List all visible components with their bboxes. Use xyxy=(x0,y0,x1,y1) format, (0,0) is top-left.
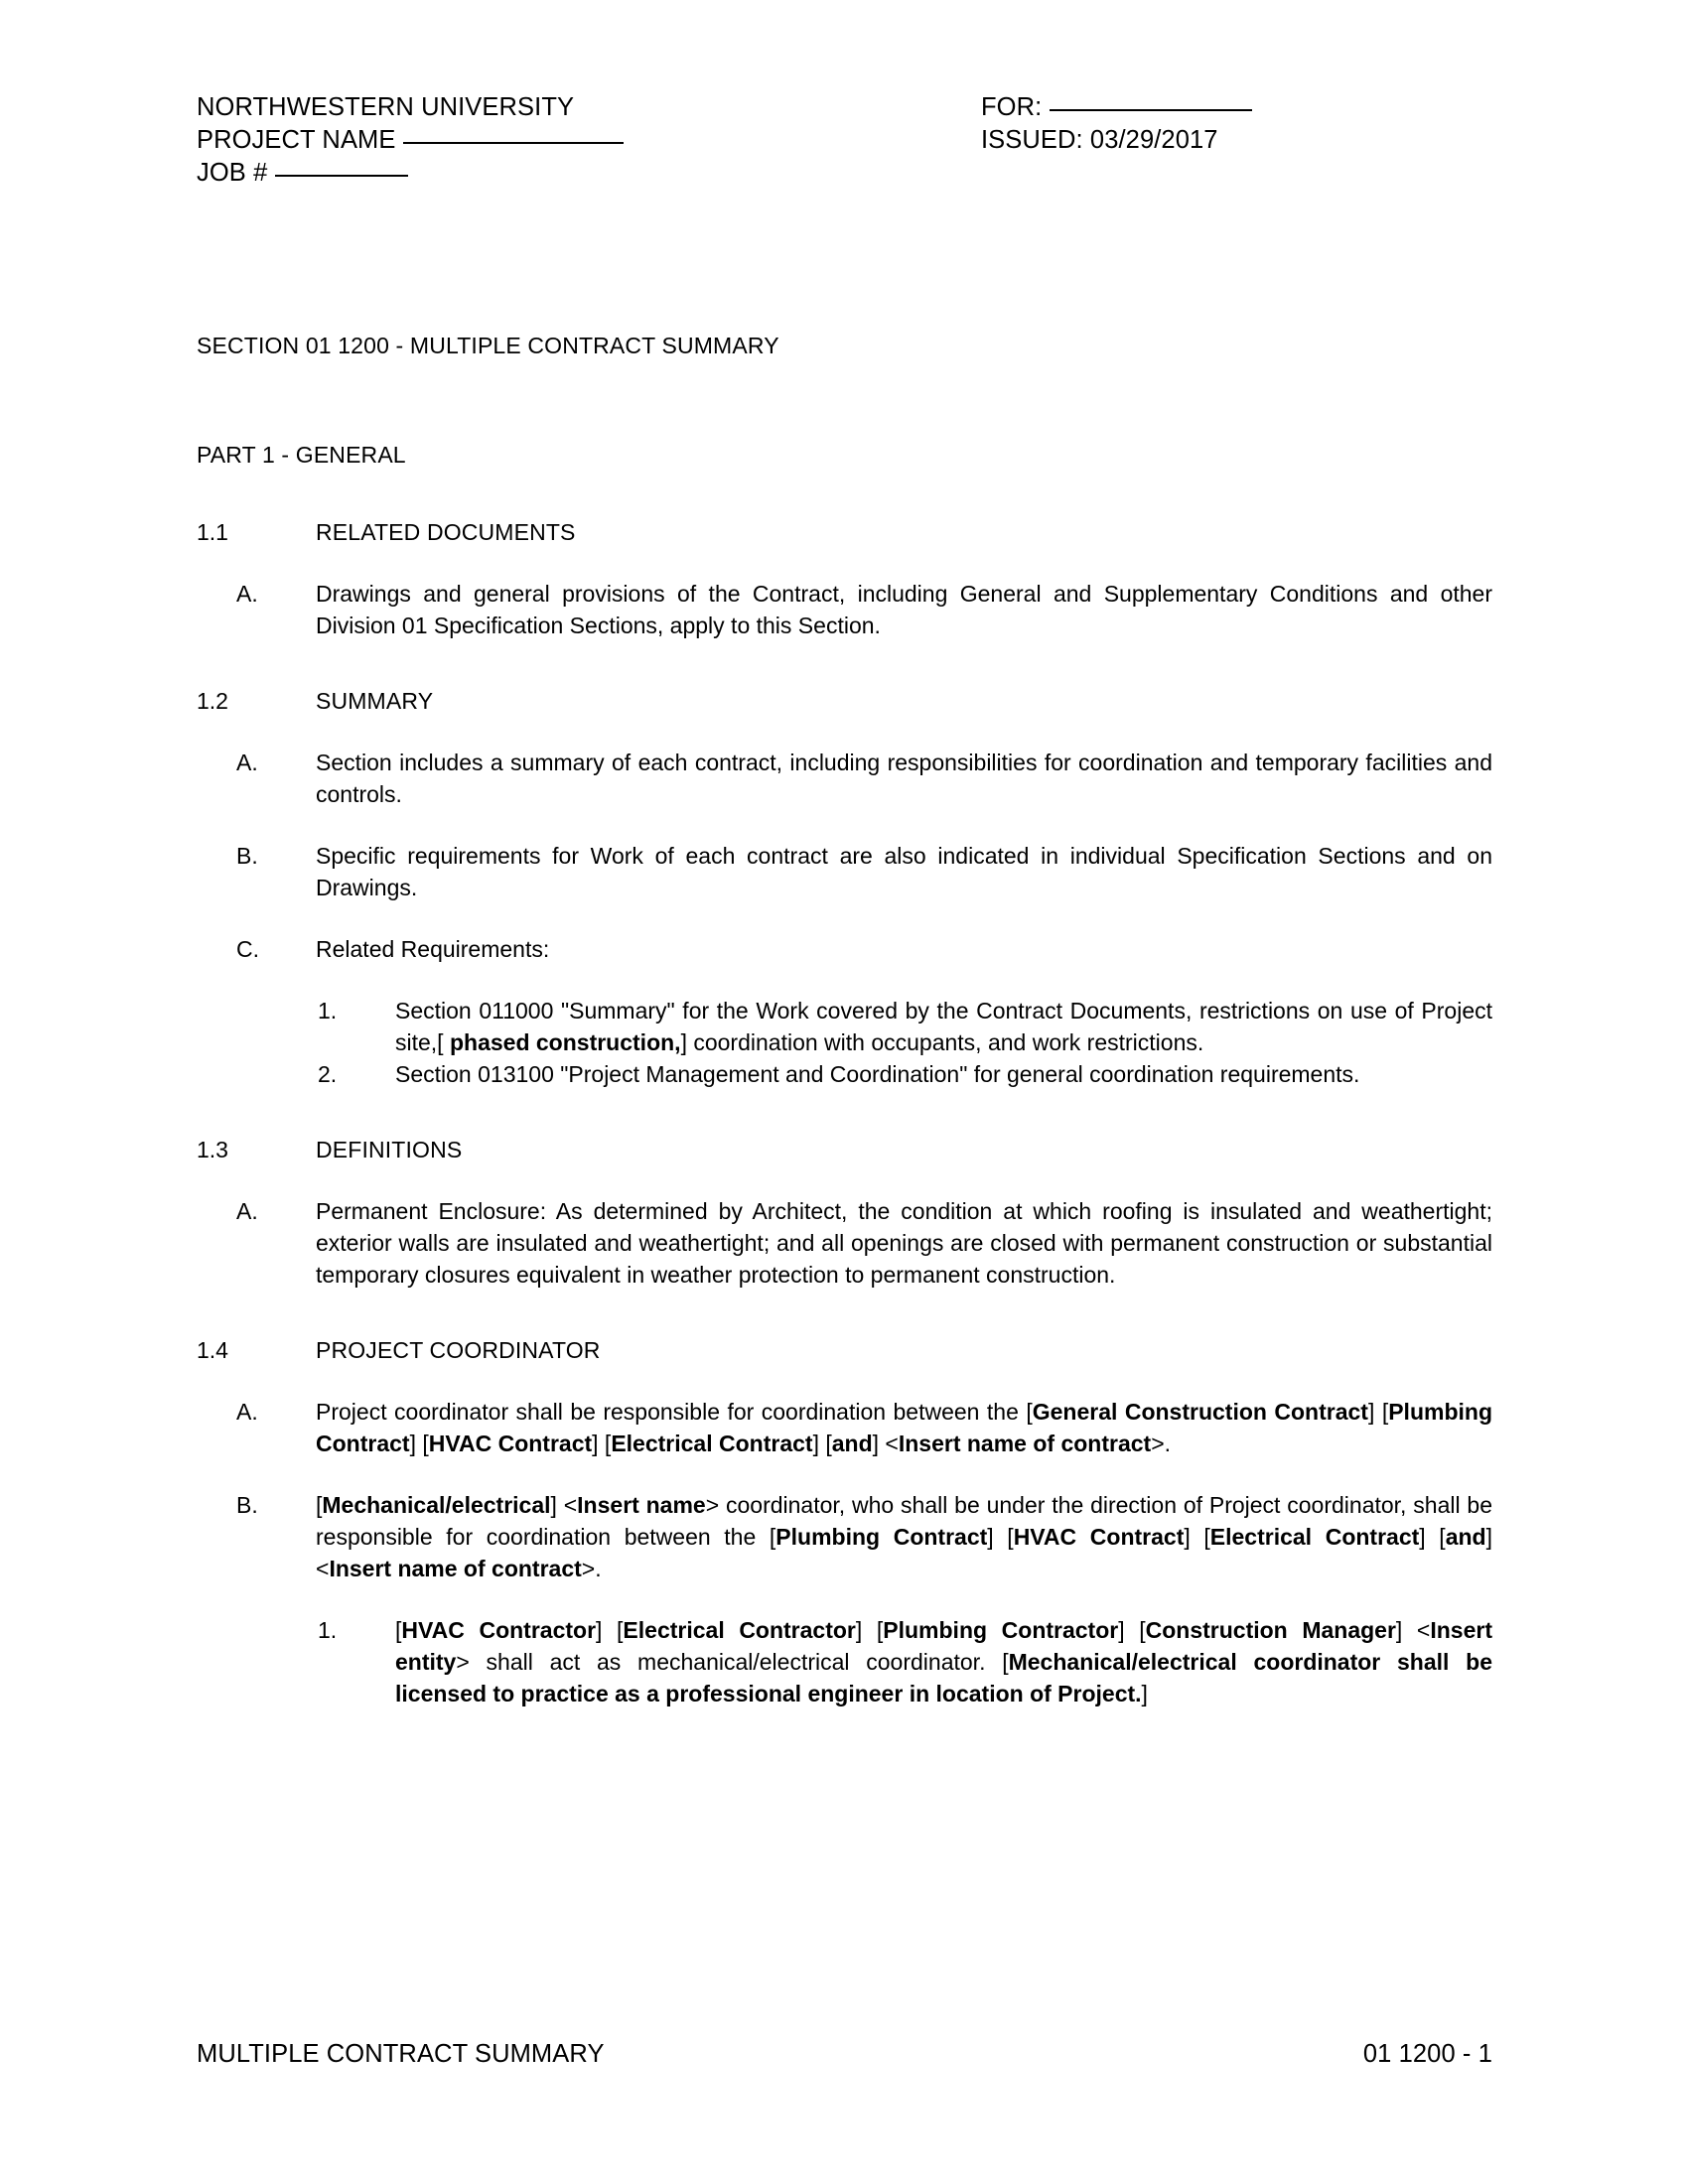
paragraph-1-2-C xyxy=(0,933,1688,965)
document-header xyxy=(197,91,1492,190)
paragraph-label: A. xyxy=(236,1198,258,1224)
article-number: 1.1 xyxy=(197,519,228,545)
footer-section-name: MULTIPLE CONTRACT SUMMARY xyxy=(197,2040,605,2068)
subitem-label: 1. xyxy=(318,998,338,1024)
paragraph-1-4-A xyxy=(0,1396,1688,1459)
header-project-name-label: PROJECT NAME xyxy=(197,126,396,154)
section-title: SECTION 01 1200 - MULTIPLE CONTRACT SUMMARY xyxy=(197,333,779,358)
document-body xyxy=(0,516,1688,1709)
subitem-text: [HVAC Contractor] [Electrical Contractor] [Plumbing Contractor] [Construction Manager] <Insert entity> shall act as mechanical/electrical coordinator. [Mechanical/electrical coordinator shall be licensed to practice as a professional engineer in location of Project.] xyxy=(395,1617,1493,1706)
article-title: SUMMARY xyxy=(316,688,434,714)
article-heading-1-2 xyxy=(0,685,1688,717)
header-project-name-blank[interactable] xyxy=(403,142,624,144)
paragraph-label: A. xyxy=(236,581,258,607)
paragraph-1-2-A xyxy=(0,747,1688,810)
paragraph-label: C. xyxy=(236,936,259,962)
subitem-label: 1. xyxy=(318,1617,338,1643)
subitem-spacer xyxy=(0,1584,1688,1614)
paragraph-text: Section includes a summary of each contract, including responsibilities for coordination and temporary facilities and controls. xyxy=(316,750,1492,807)
paragraph-text: Project coordinator shall be responsible for coordination between the [General Construction Contract] [Plumbing Contract] [HVAC Contract] [Electrical Contract] [and] <Insert name of contract>. xyxy=(316,1399,1492,1456)
paragraph-label: B. xyxy=(236,1492,258,1518)
header-left-block xyxy=(197,91,981,190)
article-spacer xyxy=(0,641,1688,685)
part-title: PART 1 - GENERAL xyxy=(197,442,406,468)
header-for-blank[interactable] xyxy=(1050,109,1252,111)
article-spacer xyxy=(0,1291,1688,1334)
paragraph-label: B. xyxy=(236,843,258,869)
article-number: 1.4 xyxy=(197,1337,228,1363)
paragraph-1-3-A xyxy=(0,1195,1688,1291)
article-title: DEFINITIONS xyxy=(316,1137,463,1162)
subitem-2 xyxy=(0,1058,1688,1090)
header-job-number-blank[interactable] xyxy=(275,175,408,177)
article-heading-1-4 xyxy=(0,1334,1688,1366)
paragraph-text: Drawings and general provisions of the Contract, including General and Supplementary Conditions and other Division 01 Specification Sections, apply to this Section. xyxy=(316,581,1492,638)
footer-page-number: 01 1200 - 1 xyxy=(1362,2040,1492,2068)
header-issued-row xyxy=(981,124,1477,157)
article-heading-1-1 xyxy=(0,516,1688,548)
paragraph-1-2-B xyxy=(0,840,1688,903)
subitem-text: Section 011000 "Summary" for the Work covered by the Contract Documents, restrictions on use of Project site,[ phased construction,] coordination with occupants, and work restrictions. xyxy=(395,998,1492,1055)
subitem-1 xyxy=(0,995,1688,1058)
document-footer xyxy=(197,2037,1492,2071)
header-issued-date: 03/29/2017 xyxy=(1089,126,1218,154)
paragraph-text: [Mechanical/electrical] <Insert name> coordinator, who shall be under the direction of Project coordinator, shall be responsible for coordination between the [Plumbing Contract] [HVAC Contract] [Electrical Contract] [and] <Insert name of contract>. xyxy=(316,1492,1493,1581)
header-right-block xyxy=(981,91,1477,190)
header-for-label: FOR: xyxy=(981,93,1043,121)
subitem-text: Section 013100 "Project Management and Coordination" for general coordination requirements. xyxy=(395,1061,1360,1087)
header-for-row xyxy=(981,91,1477,124)
paragraph-label: A. xyxy=(236,750,258,775)
subitem-label: 2. xyxy=(318,1061,338,1087)
header-job-number-label: JOB # xyxy=(197,159,268,187)
header-organization: NORTHWESTERN UNIVERSITY xyxy=(197,93,575,121)
header-project-name-row xyxy=(197,124,981,157)
header-issued-label: ISSUED: xyxy=(981,126,1083,154)
paragraph-label: A. xyxy=(236,1399,258,1425)
paragraph-text: Permanent Enclosure: As determined by Architect, the condition at which roofing is insulated and weathertight; exterior walls are insulated and weathertight; and all openings are closed with permanent construction or substantial temporary closures equivalent in weather protection to permanent construction. xyxy=(316,1198,1492,1288)
paragraph-text: Related Requirements: xyxy=(316,936,550,962)
article-heading-1-3 xyxy=(0,1134,1688,1165)
paragraph-text: Specific requirements for Work of each contract are also indicated in individual Specification Sections and on Drawings. xyxy=(316,843,1492,900)
subitem-spacer xyxy=(0,965,1688,995)
article-number: 1.3 xyxy=(197,1137,228,1162)
article-title: PROJECT COORDINATOR xyxy=(316,1337,601,1363)
subitem-1 xyxy=(0,1614,1688,1709)
article-spacer xyxy=(0,1090,1688,1134)
article-number: 1.2 xyxy=(197,688,228,714)
paragraph-1-4-B xyxy=(0,1489,1688,1584)
header-job-number-row xyxy=(197,157,981,190)
article-title: RELATED DOCUMENTS xyxy=(316,519,576,545)
paragraph-1-1-A xyxy=(0,578,1688,641)
